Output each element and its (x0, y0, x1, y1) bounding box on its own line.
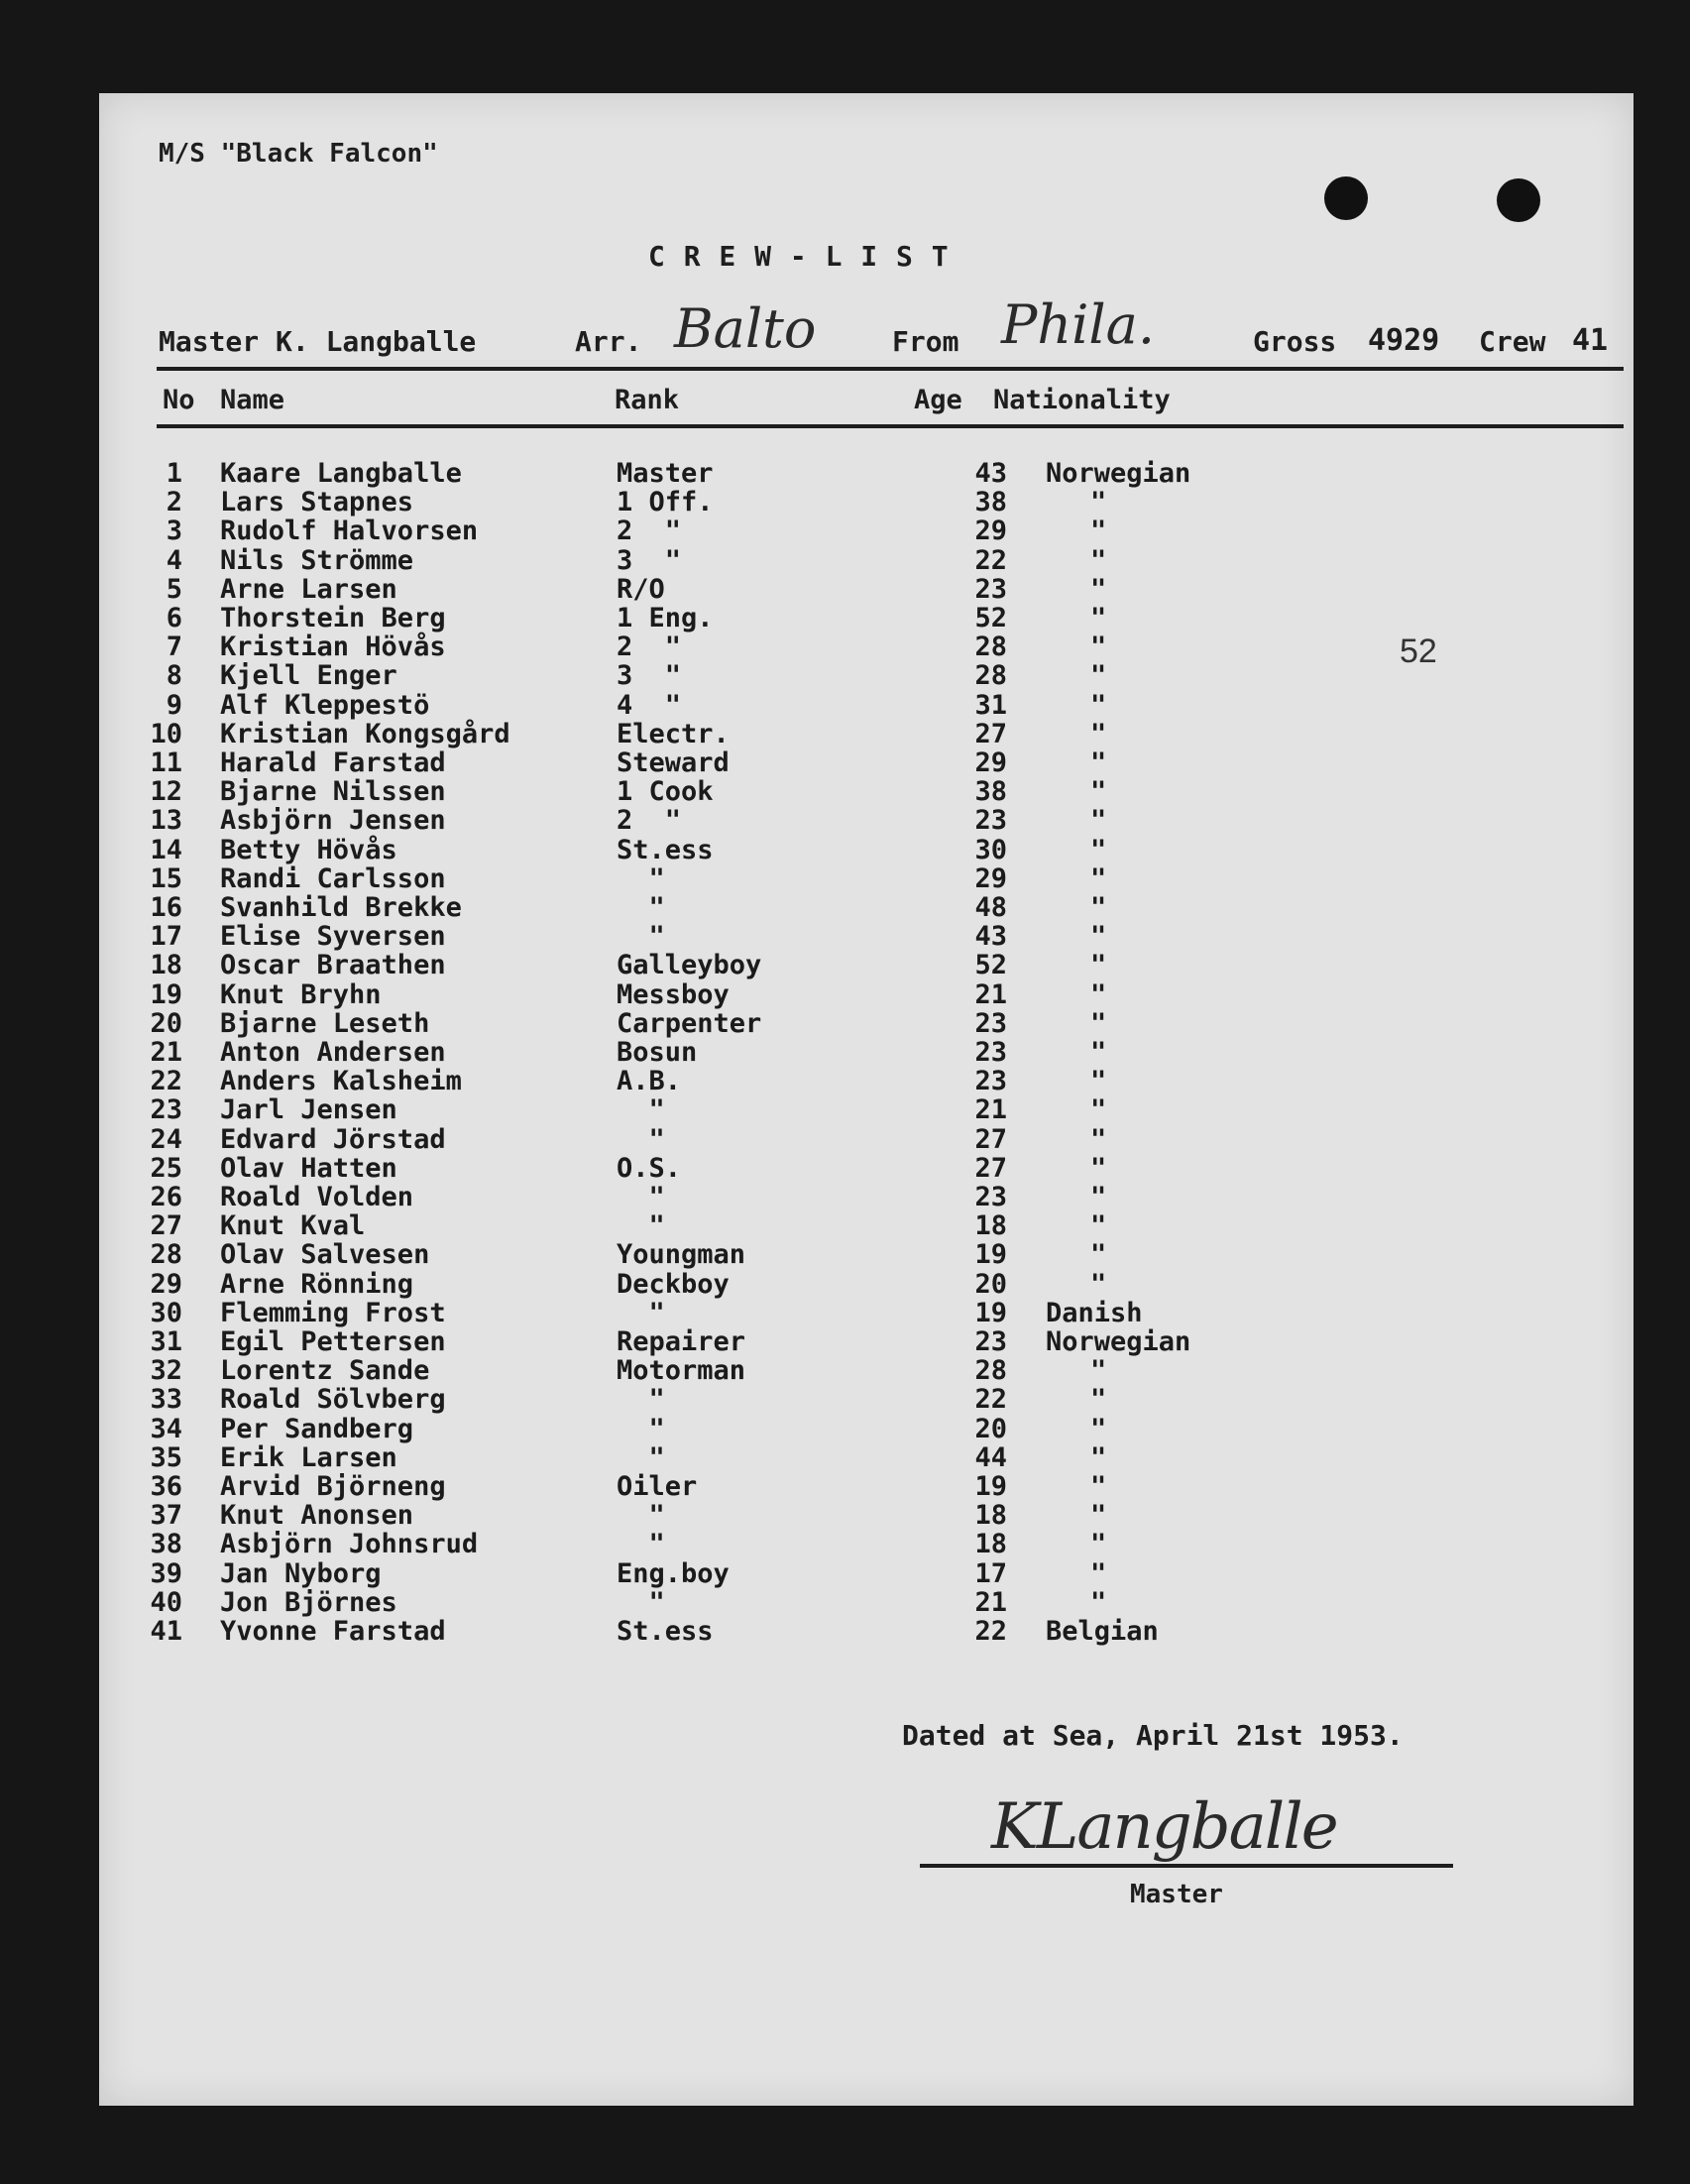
crew-rank: Repairer (617, 1326, 746, 1357)
crew-age: 27 (974, 1123, 1007, 1155)
table-row (99, 1182, 1634, 1210)
crew-no: 23 (150, 1094, 182, 1126)
crew-name: Bjarne Leseth (220, 1007, 430, 1039)
crew-nationality: " (1090, 921, 1107, 953)
crew-nationality: " (1090, 1384, 1107, 1416)
crew-rank: Carpenter (617, 1007, 762, 1039)
header-rule-bottom (157, 424, 1624, 428)
crew-no: 30 (150, 1297, 182, 1328)
crew-nationality: " (1090, 1268, 1107, 1300)
crew-age: 27 (974, 1152, 1007, 1184)
crew-age: 27 (974, 718, 1007, 749)
crew-nationality: " (1090, 776, 1107, 808)
crew-age: 22 (974, 1616, 1007, 1647)
crew-no: 24 (150, 1123, 182, 1155)
crew-rank: Eng.boy (617, 1557, 730, 1589)
crew-nationality: " (1090, 487, 1107, 518)
crew-no: 4 (166, 544, 182, 576)
crew-age: 44 (974, 1441, 1007, 1473)
crew-no: 19 (150, 978, 182, 1010)
table-row (99, 1442, 1634, 1471)
crew-age: 43 (974, 921, 1007, 953)
crew-age: 28 (974, 660, 1007, 692)
crew-nationality: Belgian (1046, 1616, 1159, 1647)
crew-name: Betty Hövås (220, 834, 397, 865)
table-row (99, 776, 1634, 808)
crew-nationality: " (1090, 1094, 1107, 1126)
crew-age: 23 (974, 1066, 1007, 1097)
crew-age: 23 (974, 1182, 1007, 1212)
crew-rank: Galleyboy (617, 950, 762, 981)
crew-name: Kristian Kongsgård (220, 718, 510, 749)
table-row (99, 950, 1634, 981)
vessel-name: M/S "Black Falcon" (159, 139, 438, 169)
signature-title: Master (1130, 1880, 1223, 1909)
crew-no: 39 (150, 1557, 182, 1589)
crew-age: 22 (974, 544, 1007, 576)
table-row (99, 690, 1634, 719)
header-rule-top (157, 367, 1624, 371)
crew-rank: Motorman (617, 1355, 746, 1387)
crew-value: 41 (1572, 323, 1609, 358)
crew-age: 29 (974, 516, 1007, 547)
crew-name: Kaare Langballe (220, 458, 462, 489)
crew-age: 30 (974, 834, 1007, 865)
crew-nationality: " (1090, 805, 1107, 837)
crew-rank: " (617, 1413, 665, 1444)
master-label: Master K. Langballe (159, 325, 477, 358)
table-row (99, 632, 1634, 663)
crew-name: Jan Nyborg (220, 1557, 382, 1589)
crew-age: 19 (974, 1471, 1007, 1502)
crew-no: 5 (166, 573, 182, 605)
column-rank: Rank (615, 385, 680, 415)
crew-name: Asbjörn Johnsrud (220, 1529, 479, 1560)
crew-no: 37 (150, 1500, 182, 1532)
crew-list-document (99, 93, 1634, 2106)
crew-age: 38 (974, 487, 1007, 518)
crew-age: 48 (974, 892, 1007, 923)
crew-age: 23 (974, 1007, 1007, 1039)
crew-name: Bjarne Nilssen (220, 776, 446, 808)
crew-nationality: " (1090, 1239, 1107, 1271)
arrival-port: Balto (674, 297, 817, 360)
crew-age: 22 (974, 1384, 1007, 1416)
crew-name: Svanhild Brekke (220, 892, 462, 923)
dated-line: Dated at Sea, April 21st 1953. (902, 1719, 1404, 1752)
crew-no: 27 (150, 1210, 182, 1242)
table-row (99, 1239, 1634, 1271)
punch-hole (1324, 176, 1368, 220)
table-row (99, 1066, 1634, 1097)
crew-no: 15 (150, 862, 182, 894)
table-row (99, 516, 1634, 547)
table-row (99, 1094, 1634, 1126)
crew-name: Olav Salvesen (220, 1239, 430, 1271)
table-row (99, 603, 1634, 632)
crew-rank: Bosun (617, 1037, 698, 1068)
crew-rank: Master (617, 458, 714, 489)
crew-no: 28 (150, 1239, 182, 1271)
table-row (99, 892, 1634, 921)
crew-no: 26 (150, 1182, 182, 1212)
crew-name: Yvonne Farstad (220, 1616, 446, 1647)
from-label: From (892, 325, 959, 358)
table-row (99, 1384, 1634, 1416)
crew-name: Arne Larsen (220, 573, 397, 605)
crew-rank: 1 Eng. (617, 603, 714, 633)
table-row (99, 487, 1634, 516)
crew-name: Knut Bryhn (220, 978, 382, 1010)
crew-rank: " (617, 1297, 665, 1328)
crew-no: 10 (150, 718, 182, 749)
crew-nationality: " (1090, 573, 1107, 605)
crew-name: Arvid Björneng (220, 1471, 446, 1502)
crew-no: 21 (150, 1037, 182, 1068)
crew-age: 29 (974, 862, 1007, 894)
crew-name: Knut Anonsen (220, 1500, 414, 1532)
crew-nationality: " (1090, 834, 1107, 865)
crew-nationality: " (1090, 1152, 1107, 1184)
crew-no: 12 (150, 776, 182, 808)
crew-nationality: " (1090, 1123, 1107, 1155)
crew-no: 20 (150, 1007, 182, 1039)
crew-name: Knut Kval (220, 1210, 366, 1242)
crew-no: 29 (150, 1268, 182, 1300)
crew-nationality: " (1090, 1037, 1107, 1068)
crew-name: Alf Kleppestö (220, 689, 430, 721)
crew-name: Randi Carlsson (220, 862, 446, 894)
crew-age: 21 (974, 978, 1007, 1010)
table-row (99, 1500, 1634, 1532)
crew-rank: Youngman (617, 1239, 746, 1271)
table-row (99, 458, 1634, 487)
crew-name: Anders Kalsheim (220, 1066, 462, 1097)
crew-nationality: " (1090, 1529, 1107, 1560)
crew-no: 34 (150, 1413, 182, 1444)
crew-no: 6 (166, 603, 182, 633)
crew-no: 31 (150, 1326, 182, 1357)
crew-rank: 3 " (617, 660, 682, 692)
crew-nationality: " (1090, 1355, 1107, 1387)
crew-name: Arne Rönning (220, 1268, 414, 1300)
crew-name: Roald Volden (220, 1182, 414, 1212)
crew-name: Lars Stapnes (220, 487, 414, 518)
crew-name: Asbjörn Jensen (220, 805, 446, 837)
crew-nationality: " (1090, 1210, 1107, 1242)
crew-rank: 2 " (617, 632, 682, 663)
table-row (99, 747, 1634, 776)
crew-name: Rudolf Halvorsen (220, 516, 479, 547)
crew-nationality: " (1090, 516, 1107, 547)
crew-age: 52 (974, 950, 1007, 981)
crew-no: 22 (150, 1066, 182, 1097)
crew-age: 18 (974, 1500, 1007, 1532)
crew-no: 36 (150, 1471, 182, 1502)
crew-no: 25 (150, 1152, 182, 1184)
crew-rank: " (617, 1123, 665, 1155)
crew-name: Jon Björnes (220, 1586, 397, 1618)
crew-rank: Deckboy (617, 1268, 730, 1300)
crew-rank: " (617, 1384, 665, 1416)
punch-hole (1497, 178, 1540, 222)
crew-name: Kristian Hövås (220, 632, 446, 663)
column-nationality: Nationality (993, 385, 1171, 415)
crew-no: 13 (150, 805, 182, 837)
page-number: 52 (1400, 632, 1437, 670)
crew-rank: 2 " (617, 805, 682, 837)
crew-no: 7 (166, 632, 182, 663)
crew-no: 35 (150, 1441, 182, 1473)
crew-age: 31 (974, 689, 1007, 721)
crew-no: 17 (150, 921, 182, 953)
crew-nationality: " (1090, 862, 1107, 894)
crew-label: Crew (1479, 325, 1546, 358)
crew-rank: 2 " (617, 516, 682, 547)
crew-nationality: Norwegian (1046, 1326, 1191, 1357)
crew-age: 28 (974, 632, 1007, 663)
crew-age: 43 (974, 458, 1007, 489)
crew-rank: Steward (617, 747, 730, 778)
table-row (99, 1326, 1634, 1355)
table-row (99, 1529, 1634, 1560)
arrival-label: Arr. (575, 325, 642, 358)
crew-age: 23 (974, 1326, 1007, 1357)
crew-age: 23 (974, 1037, 1007, 1068)
crew-name: Lorentz Sande (220, 1355, 430, 1387)
crew-nationality: " (1090, 689, 1107, 721)
table-row (99, 545, 1634, 574)
crew-nationality: " (1090, 1182, 1107, 1212)
table-row (99, 1616, 1634, 1645)
crew-name: Elise Syversen (220, 921, 446, 953)
crew-nationality: " (1090, 718, 1107, 749)
crew-name: Thorstein Berg (220, 603, 446, 633)
crew-rank: 1 Off. (617, 487, 714, 518)
table-row (99, 1210, 1634, 1242)
crew-name: Flemming Frost (220, 1297, 446, 1328)
table-row (99, 660, 1634, 692)
crew-rank: R/O (617, 573, 665, 605)
table-row (99, 1008, 1634, 1037)
crew-age: 19 (974, 1297, 1007, 1328)
crew-name: Per Sandberg (220, 1413, 414, 1444)
crew-nationality: " (1090, 1500, 1107, 1532)
signature-line (920, 1864, 1453, 1868)
crew-nationality: " (1090, 978, 1107, 1010)
crew-rank: " (617, 921, 665, 953)
table-row (99, 719, 1634, 747)
table-row (99, 1558, 1634, 1587)
crew-rank: 4 " (617, 689, 682, 721)
crew-no: 3 (166, 516, 182, 547)
gross-value: 4929 (1368, 323, 1440, 358)
crew-name: Oscar Braathen (220, 950, 446, 981)
crew-rank: " (617, 1182, 665, 1212)
crew-no: 9 (166, 689, 182, 721)
crew-name: Nils Strömme (220, 544, 414, 576)
crew-no: 18 (150, 950, 182, 981)
crew-rank: Electr. (617, 718, 730, 749)
crew-rank: " (617, 1500, 665, 1532)
crew-age: 18 (974, 1210, 1007, 1242)
crew-rank: 3 " (617, 544, 682, 576)
crew-age: 17 (974, 1557, 1007, 1589)
crew-nationality: " (1090, 1557, 1107, 1589)
table-row (99, 863, 1634, 892)
crew-age: 29 (974, 747, 1007, 778)
crew-nationality: " (1090, 950, 1107, 981)
crew-nationality: " (1090, 892, 1107, 923)
crew-name: Edvard Jörstad (220, 1123, 446, 1155)
master-signature: KLangballe (991, 1790, 1337, 1864)
crew-no: 16 (150, 892, 182, 923)
table-row (99, 805, 1634, 837)
crew-age: 28 (974, 1355, 1007, 1387)
crew-nationality: " (1090, 1471, 1107, 1502)
crew-rank: St.ess (617, 834, 714, 865)
crew-age: 52 (974, 603, 1007, 633)
table-row (99, 1124, 1634, 1153)
table-row (99, 1587, 1634, 1616)
crew-nationality: " (1090, 660, 1107, 692)
crew-rank: 1 Cook (617, 776, 714, 808)
crew-nationality: Danish (1046, 1297, 1143, 1328)
crew-no: 1 (166, 458, 182, 489)
table-row (99, 835, 1634, 863)
table-row (99, 979, 1634, 1008)
crew-no: 2 (166, 487, 182, 518)
crew-nationality: " (1090, 544, 1107, 576)
crew-age: 21 (974, 1094, 1007, 1126)
document-title: C R E W - L I S T (648, 240, 950, 273)
table-row (99, 921, 1634, 953)
table-row (99, 1269, 1634, 1298)
crew-name: Olav Hatten (220, 1152, 397, 1184)
crew-rank: Messboy (617, 978, 730, 1010)
table-row (99, 1355, 1634, 1387)
crew-nationality: " (1090, 1586, 1107, 1618)
table-row (99, 574, 1634, 603)
crew-age: 23 (974, 805, 1007, 837)
table-row (99, 1471, 1634, 1500)
column-no: No (163, 385, 195, 415)
crew-rank: " (617, 892, 665, 923)
crew-nationality: " (1090, 1007, 1107, 1039)
crew-age: 21 (974, 1586, 1007, 1618)
crew-nationality: " (1090, 603, 1107, 633)
crew-rank: " (617, 1210, 665, 1242)
table-row (99, 1153, 1634, 1182)
crew-name: Anton Andersen (220, 1037, 446, 1068)
crew-name: Jarl Jensen (220, 1094, 397, 1126)
crew-age: 18 (974, 1529, 1007, 1560)
crew-rank: O.S. (617, 1152, 682, 1184)
from-port: Phila. (1001, 293, 1156, 356)
crew-no: 38 (150, 1529, 182, 1560)
table-row (99, 1037, 1634, 1066)
crew-nationality: " (1090, 747, 1107, 778)
crew-name: Erik Larsen (220, 1441, 397, 1473)
crew-age: 20 (974, 1268, 1007, 1300)
crew-name: Egil Pettersen (220, 1326, 446, 1357)
crew-rank: Oiler (617, 1471, 698, 1502)
crew-rank: St.ess (617, 1616, 714, 1647)
crew-no: 11 (150, 747, 182, 778)
crew-rank: A.B. (617, 1066, 682, 1097)
gross-label: Gross (1253, 325, 1337, 358)
column-age: Age (914, 385, 962, 415)
crew-no: 40 (150, 1586, 182, 1618)
crew-rank: " (617, 1529, 665, 1560)
crew-nationality: " (1090, 632, 1107, 663)
crew-nationality: " (1090, 1413, 1107, 1444)
crew-age: 20 (974, 1413, 1007, 1444)
crew-rank: " (617, 1441, 665, 1473)
crew-nationality: " (1090, 1066, 1107, 1097)
column-name: Name (220, 385, 285, 415)
crew-no: 14 (150, 834, 182, 865)
table-row (99, 1414, 1634, 1442)
crew-nationality: Norwegian (1046, 458, 1191, 489)
crew-no: 41 (150, 1616, 182, 1647)
crew-name: Roald Sölvberg (220, 1384, 446, 1416)
crew-age: 19 (974, 1239, 1007, 1271)
crew-no: 33 (150, 1384, 182, 1416)
crew-name: Harald Farstad (220, 747, 446, 778)
table-row (99, 1298, 1634, 1326)
crew-rank: " (617, 1586, 665, 1618)
crew-rank: " (617, 862, 665, 894)
crew-nationality: " (1090, 1441, 1107, 1473)
crew-age: 38 (974, 776, 1007, 808)
crew-rank: " (617, 1094, 665, 1126)
crew-no: 8 (166, 660, 182, 692)
crew-no: 32 (150, 1355, 182, 1387)
crew-age: 23 (974, 573, 1007, 605)
crew-name: Kjell Enger (220, 660, 397, 692)
